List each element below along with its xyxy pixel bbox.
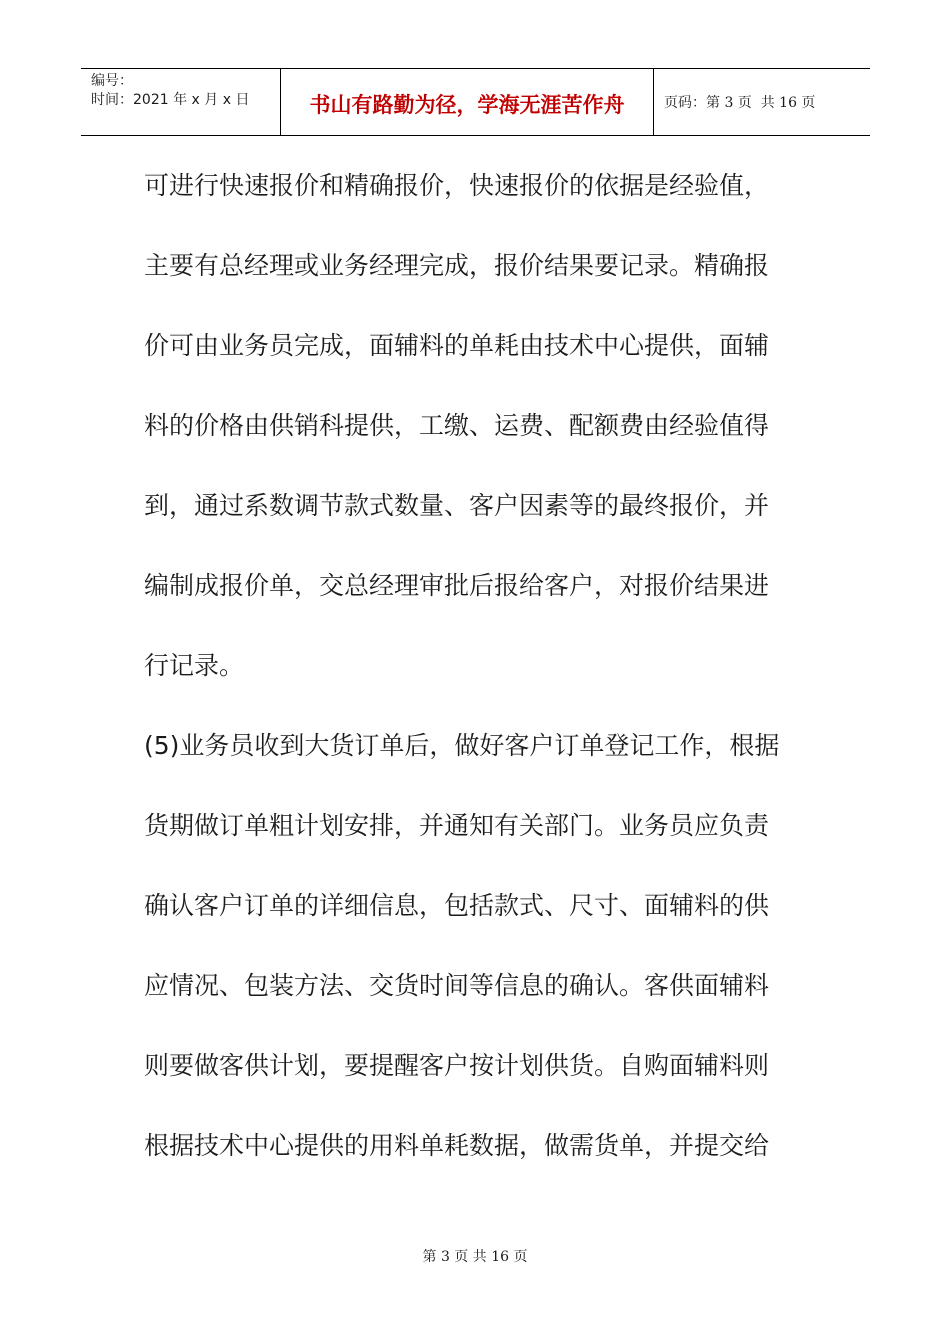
body-line: 到，通过系数调节款式数量、客户因素等的最终报价，并 [144,491,770,520]
body-line: 主要有总经理或业务经理完成，报价结果要记录。精确报 [144,251,770,280]
body-line: 行记录。 [144,651,245,680]
body-line: 可进行快速报价和精确报价，快速报价的依据是经验值， [144,171,770,200]
body-line: 根据技术中心提供的用料单耗数据，做需货单，并提交给 [144,1131,770,1160]
body-line: 货期做订单粗计划安排，并通知有关部门。业务员应负责 [144,811,770,840]
document-number-label: 编号： [91,73,133,89]
body-line: 价可由业务员完成，面辅料的单耗由技术中心提供，面辅 [144,331,770,360]
header-meta [81,69,281,135]
header-motto: 书山有路勤为径，学海无涯苦作舟 [281,69,654,135]
header-page-info: 页码：第 3 页 共 16 页 [664,95,816,111]
page-footer: 第 3 页 共 16 页 [422,1249,528,1265]
body-line: 则要做客供计划，要提醒客户按计划供货。自购面辅料则 [144,1051,770,1080]
page-header [81,68,870,136]
body-line: 编制成报价单，交总经理审批后报给客户，对报价结果进 [144,571,770,600]
body-line: 应情况、包装方法、交货时间等信息的确认。客供面辅料 [144,971,770,1000]
document-body [144,160,824,1200]
body-line: 确认客户订单的详细信息，包括款式、尺寸、面辅料的供 [144,891,770,920]
document-time-label: 时间：2021 年 x 月 x 日 [91,92,250,108]
body-line: (5)业务员收到大货订单后，做好客户订单登记工作，根据 [144,731,780,760]
body-line: 料的价格由供销科提供，工缴、运费、配额费由经验值得 [144,411,770,440]
